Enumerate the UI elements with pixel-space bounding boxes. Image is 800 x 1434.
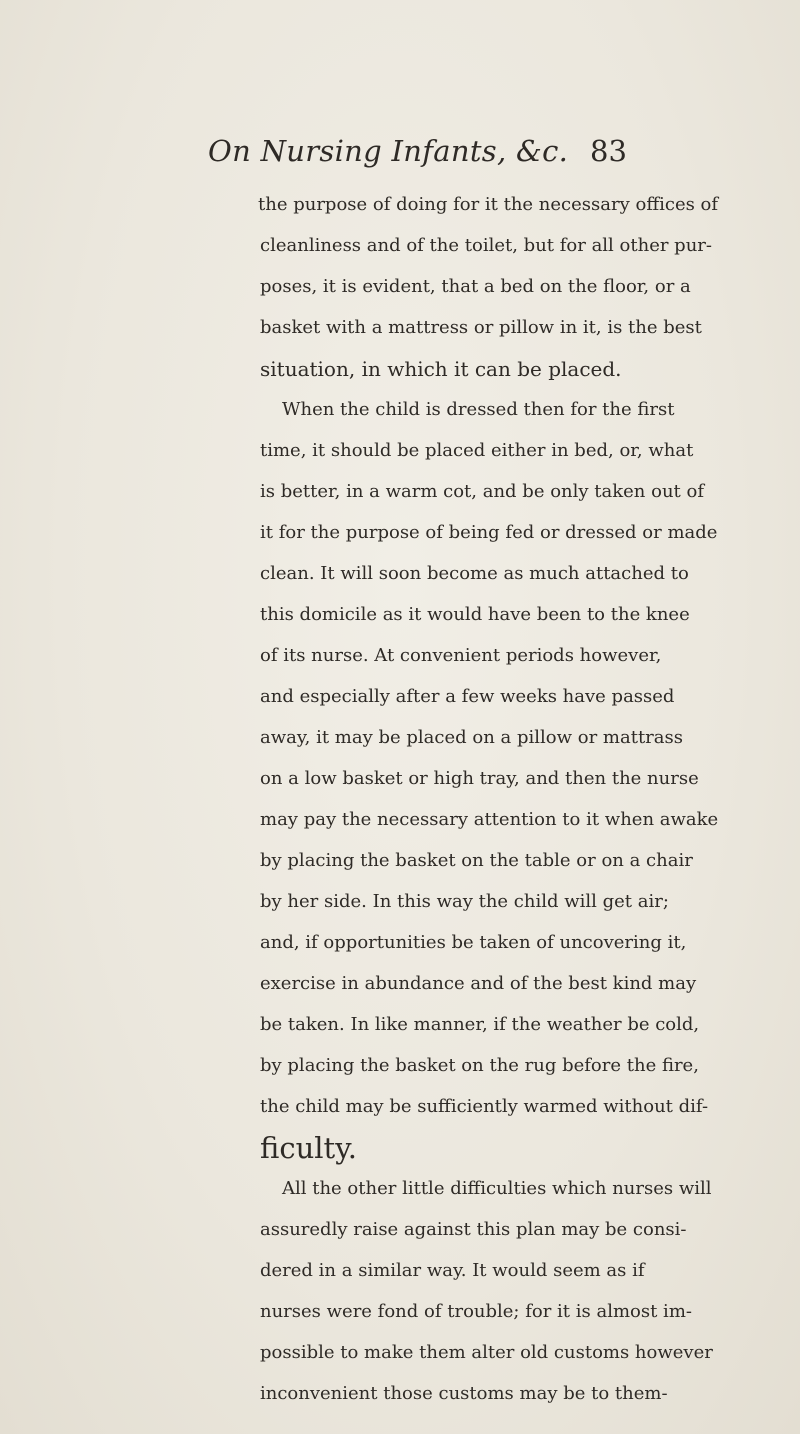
text-line: by her side. In this way the child will get air; [260,891,669,912]
text-line: poses, it is evident, that a bed on the floor, or a [260,276,691,297]
text-line: is better, in a warm cot, and be only taken out of [260,481,704,502]
page-number: 83 [590,134,627,168]
text-line: time, it should be placed either in bed, or, what [260,440,694,461]
text-line: on a low basket or high tray, and then the nurse [260,768,699,789]
text-line: of its nurse. At convenient periods however, [260,645,662,666]
paragraph-start-line: When the child is dressed then for the first [282,399,675,420]
text-line: by placing the basket on the table or on a chair [260,850,693,871]
text-line: situation, in which it can be placed. [260,357,622,381]
text-line: away, it may be placed on a pillow or mattrass [260,727,683,748]
text-line: it for the purpose of being fed or dressed or made [260,522,718,543]
text-line: and, if opportunities be taken of uncovering it, [260,932,687,953]
text-line: by placing the basket on the rug before the fire, [260,1055,699,1076]
text-line: this domicile as it would have been to the knee [260,604,690,625]
page-header [0,128,800,178]
text-line: cleanliness and of the toilet, but for all other pur- [260,235,712,256]
paragraph-start-line: All the other little difficulties which nurses will [282,1178,712,1199]
text-line: exercise in abundance and of the best kind may [260,973,697,994]
text-line: may pay the necessary attention to it when awake [260,809,719,830]
text-line: inconvenient those customs may be to them- [260,1383,668,1404]
text-line: the purpose of doing for it the necessary offices of [258,194,719,215]
text-line: basket with a mattress or pillow in it, is the best [260,317,702,338]
text-line: and especially after a few weeks have passed [260,686,675,707]
text-line: ficulty. [260,1131,357,1165]
running-title: On Nursing Infants, &c. [208,134,569,168]
text-line: clean. It will soon become as much attached to [260,563,689,584]
text-line: nurses were fond of trouble; for it is almost im- [260,1301,692,1322]
text-line: the child may be sufficiently warmed without dif- [260,1096,709,1117]
text-line: assuredly raise against this plan may be consi- [260,1219,687,1240]
text-line: possible to make them alter old customs however [260,1342,713,1363]
text-line: dered in a similar way. It would seem as if [260,1260,645,1281]
text-line: be taken. In like manner, if the weather be cold, [260,1014,700,1035]
